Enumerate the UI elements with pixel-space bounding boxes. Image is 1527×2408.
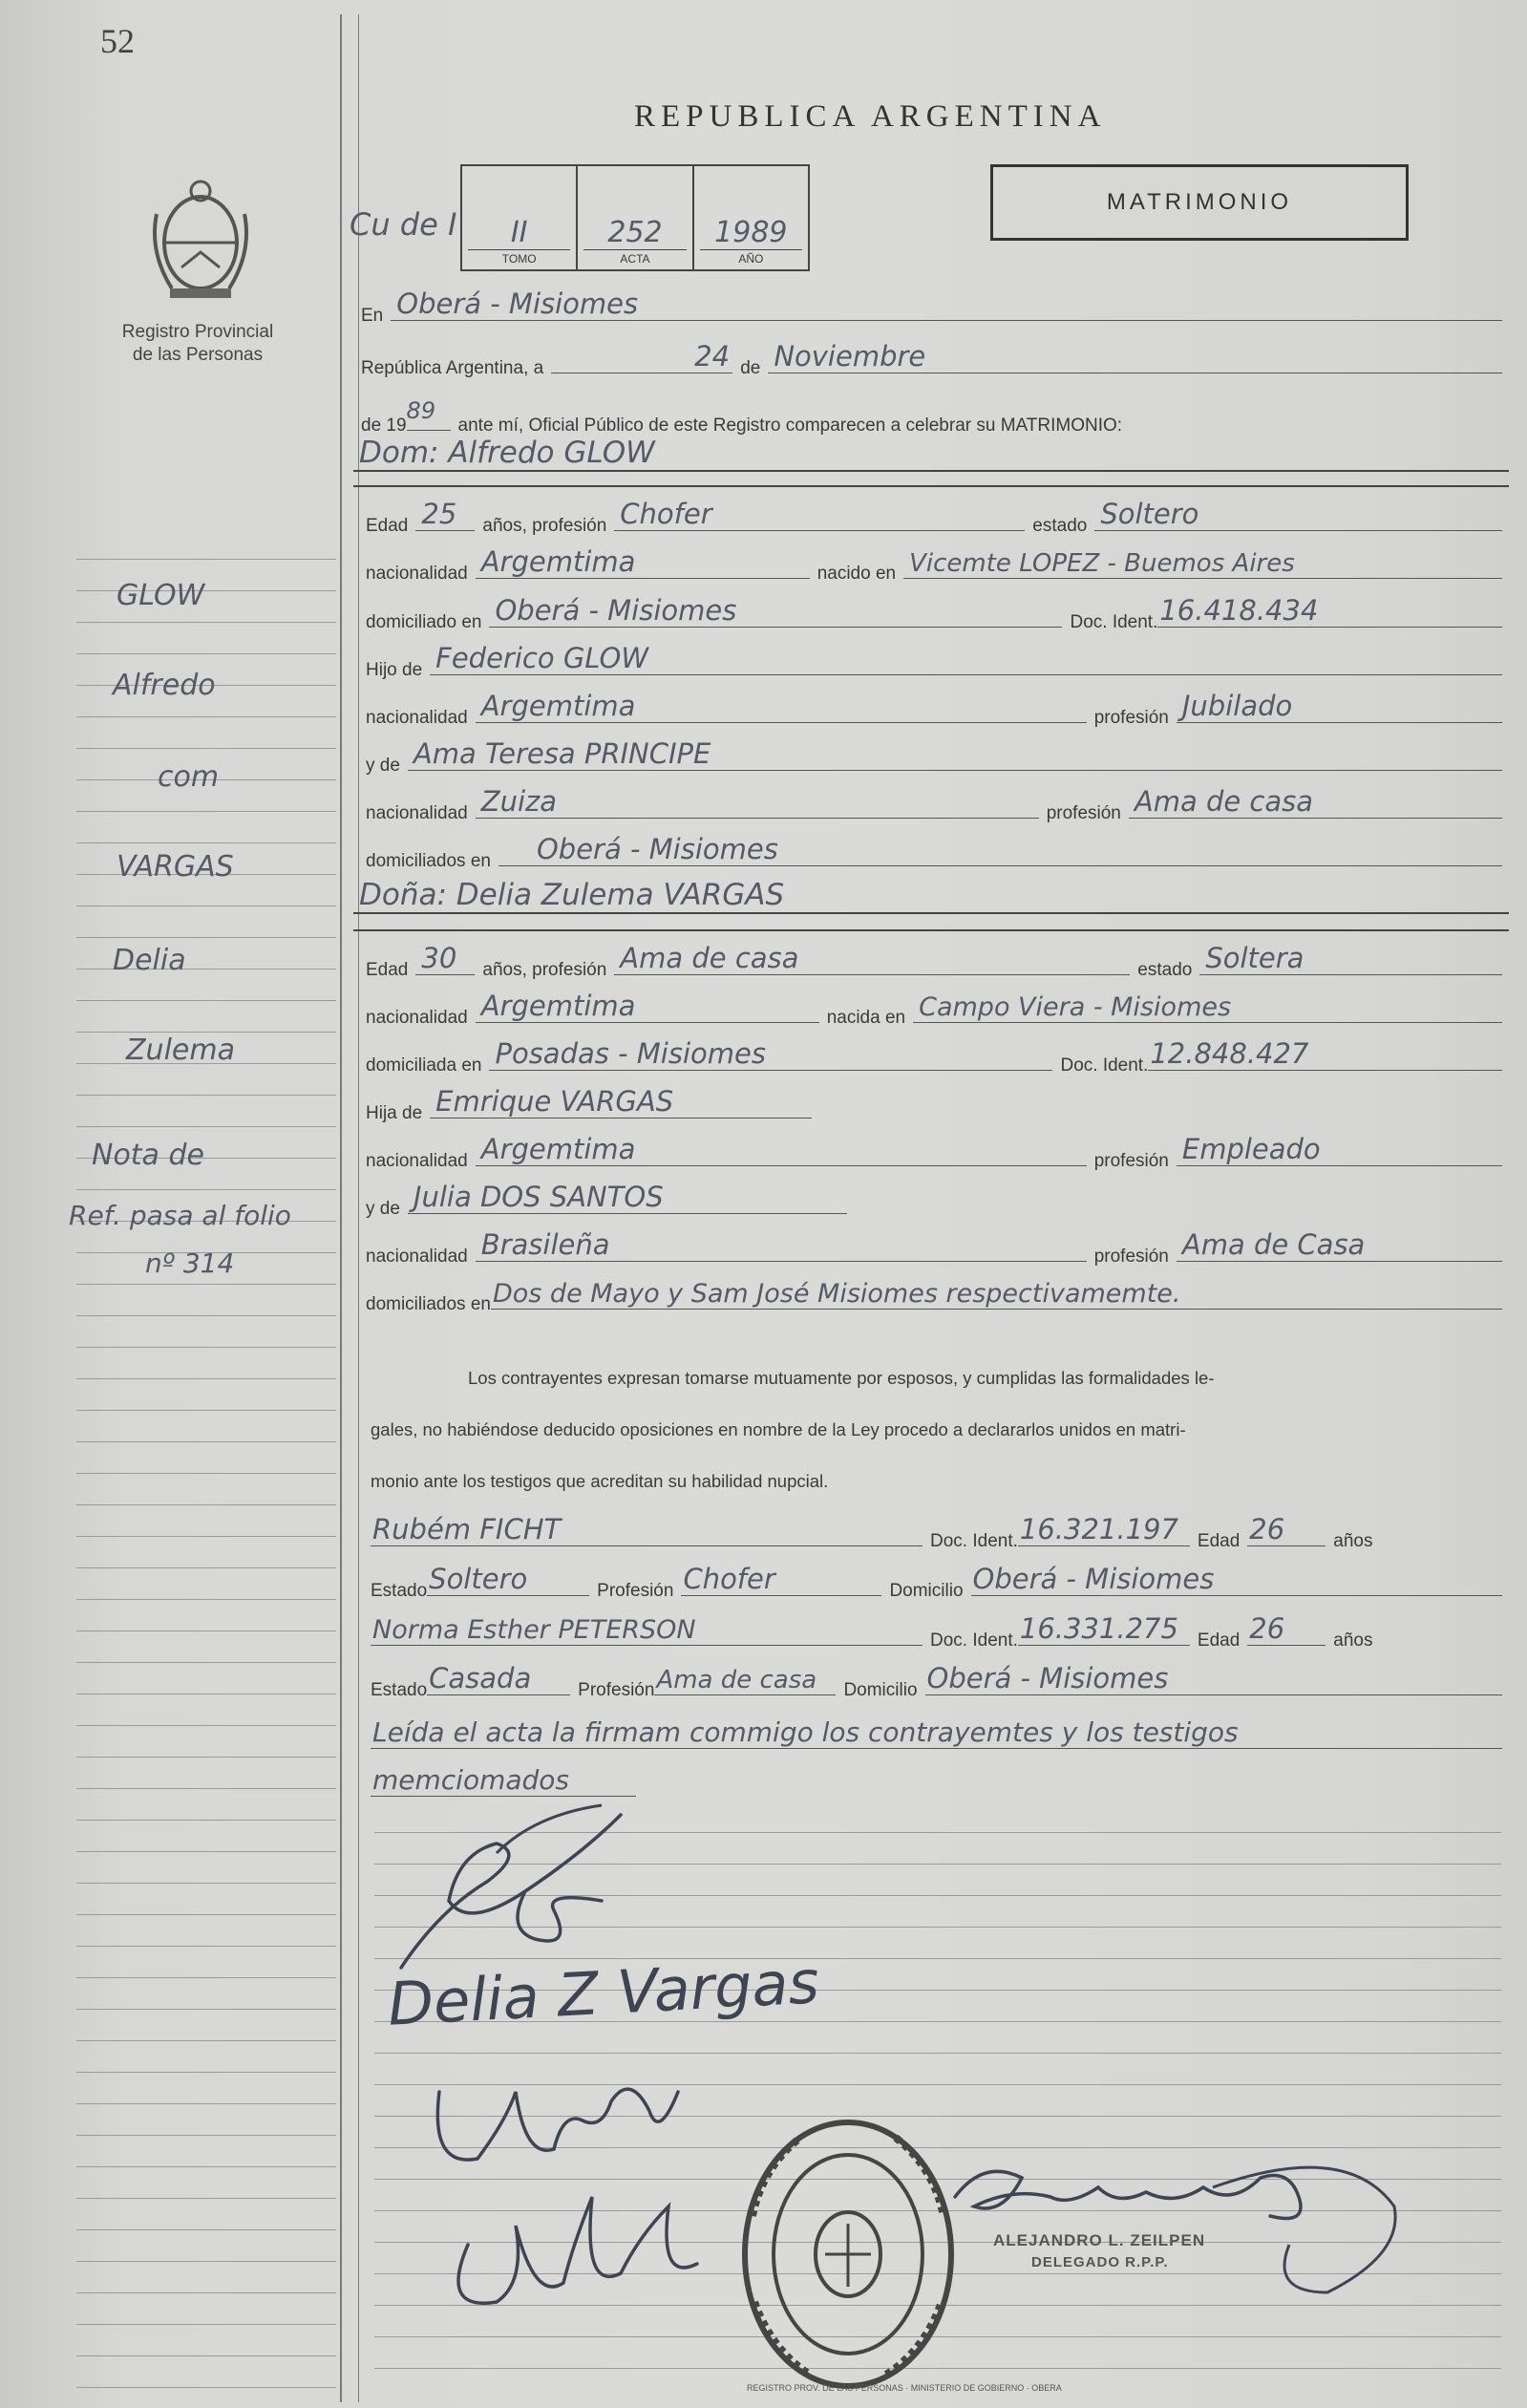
witness-2-details-row: Estado Casada Profesión Ama de casa Domicilio Oberá - Misiomes <box>371 1666 1502 1701</box>
book-reference-box <box>460 164 810 271</box>
margin-rule <box>76 1630 336 1631</box>
bride-nationality-field: Argemtima <box>476 993 819 1023</box>
margin-rule <box>76 1946 336 1947</box>
tomo-cell <box>462 166 578 269</box>
margin-rule <box>76 842 336 843</box>
margin-rule <box>76 937 336 938</box>
official-signature <box>945 2149 1413 2302</box>
bride-profession-field: Ama de casa <box>614 946 1130 975</box>
witness-2-row: Norma Esther PETERSON Doc. Ident. 16.331.275 Edad 26 años <box>372 1612 1373 1651</box>
groom-name-field: Dom: Alfredo GLOW <box>353 441 1509 472</box>
bride-nationality-row: nacionalidad Argemtima nacida en Campo Viera - Misiomes <box>366 993 1502 1029</box>
groom-nationality-row: nacionalidad Argemtima nacido en Vicemte LOPEZ - Buemos Aires <box>366 549 1502 585</box>
groom-birthplace-field: Vicemte LOPEZ - Buemos Aires <box>903 549 1502 579</box>
groom-father-details-row: nacionalidad Argemtima profesión Jubilado <box>366 693 1502 729</box>
year-field: 89 <box>407 401 451 431</box>
margin-note-bride-name: Delia <box>113 944 186 977</box>
margin-rule <box>76 716 336 717</box>
book-prefix: Cu de I <box>350 206 457 243</box>
margin-rule <box>76 1599 336 1600</box>
margin-rule <box>76 2324 336 2325</box>
groom-father-nationality-field: Argemtima <box>476 693 1087 723</box>
tomo-value: II <box>468 216 570 250</box>
declaration-line-1: Los contrayentes expresan tomarse mutuamente por esposos, y cumplidas las formalidades le- <box>468 1368 1215 1388</box>
margin-rule <box>76 2355 336 2356</box>
margin-rule <box>76 2292 336 2293</box>
form-left-border <box>358 14 359 2402</box>
margin-note-com: com <box>158 760 220 794</box>
groom-mother-row: y de Ama Teresa PRINCIPE <box>366 741 1502 777</box>
groom-domicile-row: domiciliado en Oberá - Misiomes Doc. Ident. 16.418.434 <box>366 598 1502 633</box>
margin-rule <box>76 1441 336 1442</box>
margin-rule <box>76 1000 336 1001</box>
margin-rule <box>76 2072 336 2073</box>
bride-mother-row: y de Julia DOS SANTOS <box>366 1184 1502 1220</box>
closing-line-1-field: Leída el acta la firmam commigo los contrayemtes y los testigos <box>371 1719 1502 1749</box>
closing-line-2-field: memciomados <box>371 1767 636 1797</box>
coat-of-arms-icon <box>143 176 258 305</box>
groom-doc-field: 16.418.434 <box>1157 598 1502 628</box>
groom-father-row: Hijo de Federico GLOW <box>366 646 1502 681</box>
margin-rule <box>76 811 336 812</box>
declaration-line-2: gales, no habiéndose deducido oposiciones en nombre de la Ley procedo a declararlos unidos en matri- <box>371 1419 1186 1439</box>
margin-rule <box>76 2166 336 2167</box>
margin-rule <box>76 1536 336 1537</box>
ano-label: AÑO <box>738 252 764 266</box>
groom-profession-field: Chofer <box>614 501 1025 531</box>
margin-rule <box>76 2261 336 2262</box>
margin-rule <box>76 590 336 591</box>
margin-rule <box>76 1725 336 1726</box>
groom-age-field: 25 <box>415 501 475 531</box>
stamp-text: REGISTRO PROV. DE LAS PERSONAS · MINISTERIO DE GOBIERNO · OBERA <box>747 2383 1062 2393</box>
margin-rule <box>76 1284 336 1285</box>
date-row: República Argentina, a 24 de Noviembre <box>361 344 1502 379</box>
bride-estado-field: Soltera <box>1199 946 1502 975</box>
groom-nationality-field: Argemtima <box>476 549 810 579</box>
ano-cell <box>694 166 808 269</box>
bride-name-row <box>353 878 1509 914</box>
groom-parents-domicile-row: domiciliados en Oberá - Misiomes <box>366 837 1502 872</box>
margin-rule <box>76 1788 336 1789</box>
witness-2-profession-field: Ama de casa <box>654 1666 836 1695</box>
official-title: DELEGADO R.P.P. <box>1031 2254 1169 2270</box>
margin-rule <box>76 1032 336 1033</box>
place-field: Oberá - Misiomes <box>391 291 1502 321</box>
bride-father-row: Hija de Emrique VARGAS <box>366 1089 1502 1124</box>
margin-note-bride-second-name: Zulema <box>126 1034 235 1067</box>
witness-1-signature <box>420 2054 707 2187</box>
witness-2-domicile-field: Oberá - Misiomes <box>925 1666 1502 1695</box>
month-field: Noviembre <box>768 344 1502 373</box>
acta-value: 252 <box>583 216 686 250</box>
bride-domicile-field: Posadas - Misiomes <box>489 1041 1052 1071</box>
margin-rule <box>76 1567 336 1568</box>
bride-birthplace-field: Campo Viera - Misiomes <box>913 993 1502 1023</box>
margin-note-given-name: Alfredo <box>113 669 216 702</box>
day-field: 24 <box>551 344 732 373</box>
witness-1-profession-field: Chofer <box>681 1566 881 1596</box>
margin-rule <box>76 1662 336 1663</box>
margin-rule <box>76 2103 336 2104</box>
bride-mother-details-row: nacionalidad Brasileña profesión Ama de Casa <box>366 1232 1502 1268</box>
margin-rule <box>76 1883 336 1884</box>
acta-label: ACTA <box>620 252 650 266</box>
page-number: 52 <box>100 22 135 60</box>
bride-doc-field: 12.848.427 <box>1148 1041 1502 1071</box>
witness-1-name-field: Rubém FICHT <box>371 1517 923 1546</box>
margin-rule <box>76 748 336 749</box>
witness-1-details-row: Estado Soltero Profesión Chofer Domicilio Oberá - Misiomes <box>371 1566 1502 1602</box>
ano-value: 1989 <box>700 216 802 250</box>
margin-rule <box>76 2387 336 2388</box>
margin-note-folio-number: nº 314 <box>145 1247 235 1279</box>
bride-parents-domicile-field: Dos de Mayo y Sam José Misiomes respectivamemte. <box>491 1280 1502 1310</box>
closing-line-2 <box>371 1764 1502 1797</box>
groom-parents-domicile-field: Oberá - Misiomes <box>498 837 1502 866</box>
margin-rule <box>76 1820 336 1821</box>
acta-cell <box>578 166 693 269</box>
witness-1-age-field: 26 <box>1247 1517 1326 1546</box>
official-name: ALEJANDRO L. ZEILPEN <box>993 2231 1206 2249</box>
margin-rule <box>76 2040 336 2041</box>
bride-domicile-row: domiciliada en Posadas - Misiomes Doc. Ident. 12.848.427 <box>366 1041 1502 1076</box>
margin-rule <box>76 1410 336 1411</box>
margin-note-bride-surname: VARGAS <box>117 850 234 884</box>
witness-2-doc-field: 16.331.275 <box>1018 1616 1190 1646</box>
margin-note-surname: GLOW <box>117 579 205 612</box>
closing-line-1 <box>371 1716 1502 1749</box>
bride-section-divider <box>353 929 1509 931</box>
groom-mother-nationality-field: Zuiza <box>476 789 1039 819</box>
declaration-line-3: monio ante los testigos que acreditan su habilidad nupcial. <box>371 1471 829 1491</box>
margin-rule <box>76 2135 336 2136</box>
margin-rule <box>76 1095 336 1096</box>
witness-1-doc-field: 16.321.197 <box>1018 1517 1190 1546</box>
witness-2-signature <box>439 2168 716 2321</box>
groom-mother-profession-field: Ama de casa <box>1129 789 1502 819</box>
witness-1-row: Rubém FICHT Doc. Ident. 16.321.197 Edad 26 años <box>372 1513 1373 1551</box>
margin-note-ref: Ref. pasa al folio <box>69 1200 291 1231</box>
witness-2-name-field: Norma Esther PETERSON <box>371 1616 923 1646</box>
margin-rule <box>76 622 336 623</box>
margin-rule <box>76 559 336 560</box>
country-title: REPUBLICA ARGENTINA <box>634 99 1107 134</box>
margin-rule <box>76 653 336 654</box>
margin-note-nota: Nota de <box>92 1139 204 1172</box>
margin-rule <box>76 1347 336 1348</box>
bride-father-profession-field: Empleado <box>1177 1137 1502 1166</box>
bride-signature: Delia Z Vargas <box>386 1947 821 2039</box>
margin-rule <box>76 1189 336 1190</box>
bride-father-nationality-field: Argemtima <box>476 1137 1087 1166</box>
margin-rule <box>76 1977 336 1978</box>
official-stamp-icon <box>733 2111 1062 2397</box>
margin-rule <box>76 1851 336 1852</box>
margin-rule <box>76 1504 336 1505</box>
bride-father-details-row: nacionalidad Argemtima profesión Empleado <box>366 1137 1502 1172</box>
act-type-box: MATRIMONIO <box>990 164 1409 241</box>
bride-age-field: 30 <box>415 946 475 975</box>
bride-age-row: Edad 30 años, profesión Ama de casa estado Soltera <box>366 946 1502 981</box>
margin-rule <box>76 1315 336 1316</box>
registry-name: Registro Provincial de las Personas <box>121 322 274 365</box>
groom-name-row <box>353 436 1509 472</box>
margin-rule <box>76 1473 336 1474</box>
bride-parents-domicile-row: domiciliados en Dos de Mayo y Sam José Misiomes respectivamemte. <box>366 1280 1502 1315</box>
year-row: de 19 89 ante mí, Oficial Público de este Registro comparecen a celebrar su MATRIMONIO: <box>361 397 1123 436</box>
groom-estado-field: Soltero <box>1094 501 1502 531</box>
place-row: En Oberá - Misiomes <box>361 291 1502 327</box>
margin-rule <box>76 1757 336 1758</box>
margin-rule <box>76 1126 336 1127</box>
margin-rule <box>76 1378 336 1379</box>
groom-father-profession-field: Jubilado <box>1177 693 1502 723</box>
bride-mother-nationality-field: Brasileña <box>476 1232 1087 1262</box>
bride-father-field: Emrique VARGAS <box>430 1089 812 1119</box>
bride-name-field: Doña: Delia Zulema VARGAS <box>353 884 1509 914</box>
groom-age-row: Edad 25 años, profesión Chofer estado Soltero <box>366 501 1502 537</box>
groom-mother-details-row: nacionalidad Zuiza profesión Ama de casa <box>366 789 1502 824</box>
witness-2-age-field: 26 <box>1247 1616 1326 1646</box>
margin-rule <box>76 2198 336 2199</box>
witness-1-domicile-field: Oberá - Misiomes <box>971 1566 1502 1596</box>
tomo-label: TOMO <box>501 252 537 266</box>
witness-2-estado-field: Casada <box>427 1666 570 1695</box>
groom-father-field: Federico GLOW <box>430 646 1502 675</box>
margin-rule <box>76 2229 336 2230</box>
bride-mother-profession-field: Ama de Casa <box>1177 1232 1502 1262</box>
groom-section-divider <box>353 485 1509 487</box>
groom-domicile-field: Oberá - Misiomes <box>489 598 1062 628</box>
witness-1-estado-field: Soltero <box>427 1566 589 1596</box>
margin-rule <box>76 2009 336 2010</box>
bride-mother-field: Julia DOS SANTOS <box>408 1184 847 1214</box>
groom-mother-field: Ama Teresa PRINCIPE <box>408 741 1502 771</box>
margin-rule <box>76 1914 336 1915</box>
margin-divider <box>340 14 342 2402</box>
